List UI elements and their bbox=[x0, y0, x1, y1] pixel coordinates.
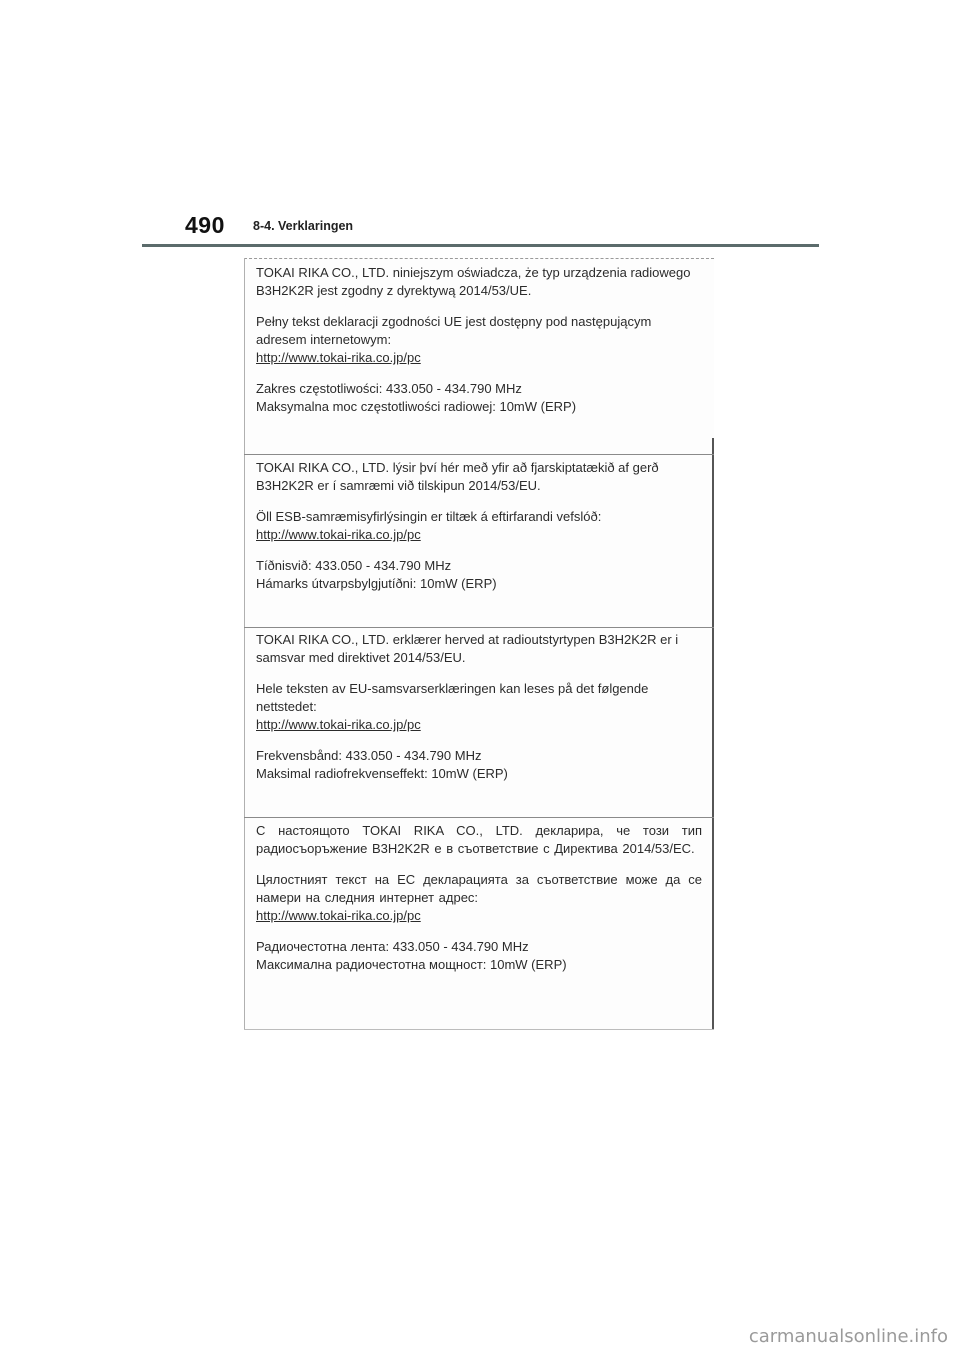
section-title: 8-4. Verklaringen bbox=[253, 219, 354, 233]
full-text-intro: Öll ESB-samræmisyfirlýsingin er tiltæk á eftirfarandi vefslóð: bbox=[256, 509, 602, 524]
header-rule bbox=[142, 244, 819, 247]
block-separator bbox=[244, 627, 714, 628]
declaration-url-link[interactable]: http://www.tokai-rika.co.jp/pc bbox=[256, 717, 421, 732]
declaration-text: С настоящото TOKAI RIKA CO., LTD. декларира, че този тип радиосъоръжение B3H2K2R е в съответствие с Директива 2014/53/ЕС. bbox=[256, 823, 702, 856]
block-separator bbox=[244, 817, 714, 818]
declaration-scan bbox=[244, 258, 714, 1030]
declaration-block-norwegian bbox=[244, 631, 714, 783]
declaration-block-polish bbox=[244, 264, 714, 416]
frequency-range: Радиочестотна лента: 433.050 - 434.790 MHz bbox=[256, 939, 529, 954]
frequency-range: Zakres częstotliwości: 433.050 - 434.790 MHz bbox=[256, 381, 522, 396]
declaration-url-link[interactable]: http://www.tokai-rika.co.jp/pc bbox=[256, 527, 421, 542]
scan-bottom-edge bbox=[244, 1029, 714, 1030]
block-separator bbox=[244, 454, 714, 455]
max-power: Maksimal radiofrekvenseffekt: 10mW (ERP) bbox=[256, 766, 508, 781]
declaration-block-icelandic bbox=[244, 459, 714, 593]
full-text-intro: Цялостният текст на ЕС декларацията за съответствие може да се намери на следния интернет адрес: bbox=[256, 872, 702, 905]
full-text-intro: Pełny tekst deklaracji zgodności UE jest dostępny pod następującym adresem internetowym: bbox=[256, 314, 652, 347]
declaration-text: TOKAI RIKA CO., LTD. niniejszym oświadcza, że typ urządzenia radiowego B3H2K2R jest zgodny z dyrektywą 2014/53/UE. bbox=[256, 265, 691, 298]
declaration-url-link[interactable]: http://www.tokai-rika.co.jp/pc bbox=[256, 908, 421, 923]
frequency-range: Frekvensbånd: 433.050 - 434.790 MHz bbox=[256, 748, 482, 763]
page-header bbox=[0, 0, 960, 250]
max-power: Hámarks útvarpsbylgjutíðni: 10mW (ERP) bbox=[256, 576, 497, 591]
max-power: Maksymalna moc częstotliwości radiowej: 10mW (ERP) bbox=[256, 399, 577, 414]
page-number: 490 bbox=[185, 212, 225, 238]
frequency-range: Tíðnisvið: 433.050 - 434.790 MHz bbox=[256, 558, 452, 573]
declaration-text: TOKAI RIKA CO., LTD. erklærer herved at radioutstyrtypen B3H2K2R er i samsvar med direktivet 2014/53/EU. bbox=[256, 632, 679, 665]
scan-top-edge bbox=[244, 258, 714, 259]
max-power: Максимална радиочестотна мощност: 10mW (ERP) bbox=[256, 957, 567, 972]
full-text-intro: Hele teksten av EU-samsvarserklæringen kan leses på det følgende nettstedet: bbox=[256, 681, 649, 714]
declaration-text: TOKAI RIKA CO., LTD. lýsir því hér með yfir að fjarskiptatækið af gerð B3H2K2R er í samræmi við tilskipun 2014/53/EU. bbox=[256, 460, 659, 493]
declaration-block-bulgarian bbox=[244, 822, 714, 974]
footer-watermark: carmanualsonline.info bbox=[748, 1326, 948, 1347]
declaration-url-link[interactable]: http://www.tokai-rika.co.jp/pc bbox=[256, 350, 421, 365]
